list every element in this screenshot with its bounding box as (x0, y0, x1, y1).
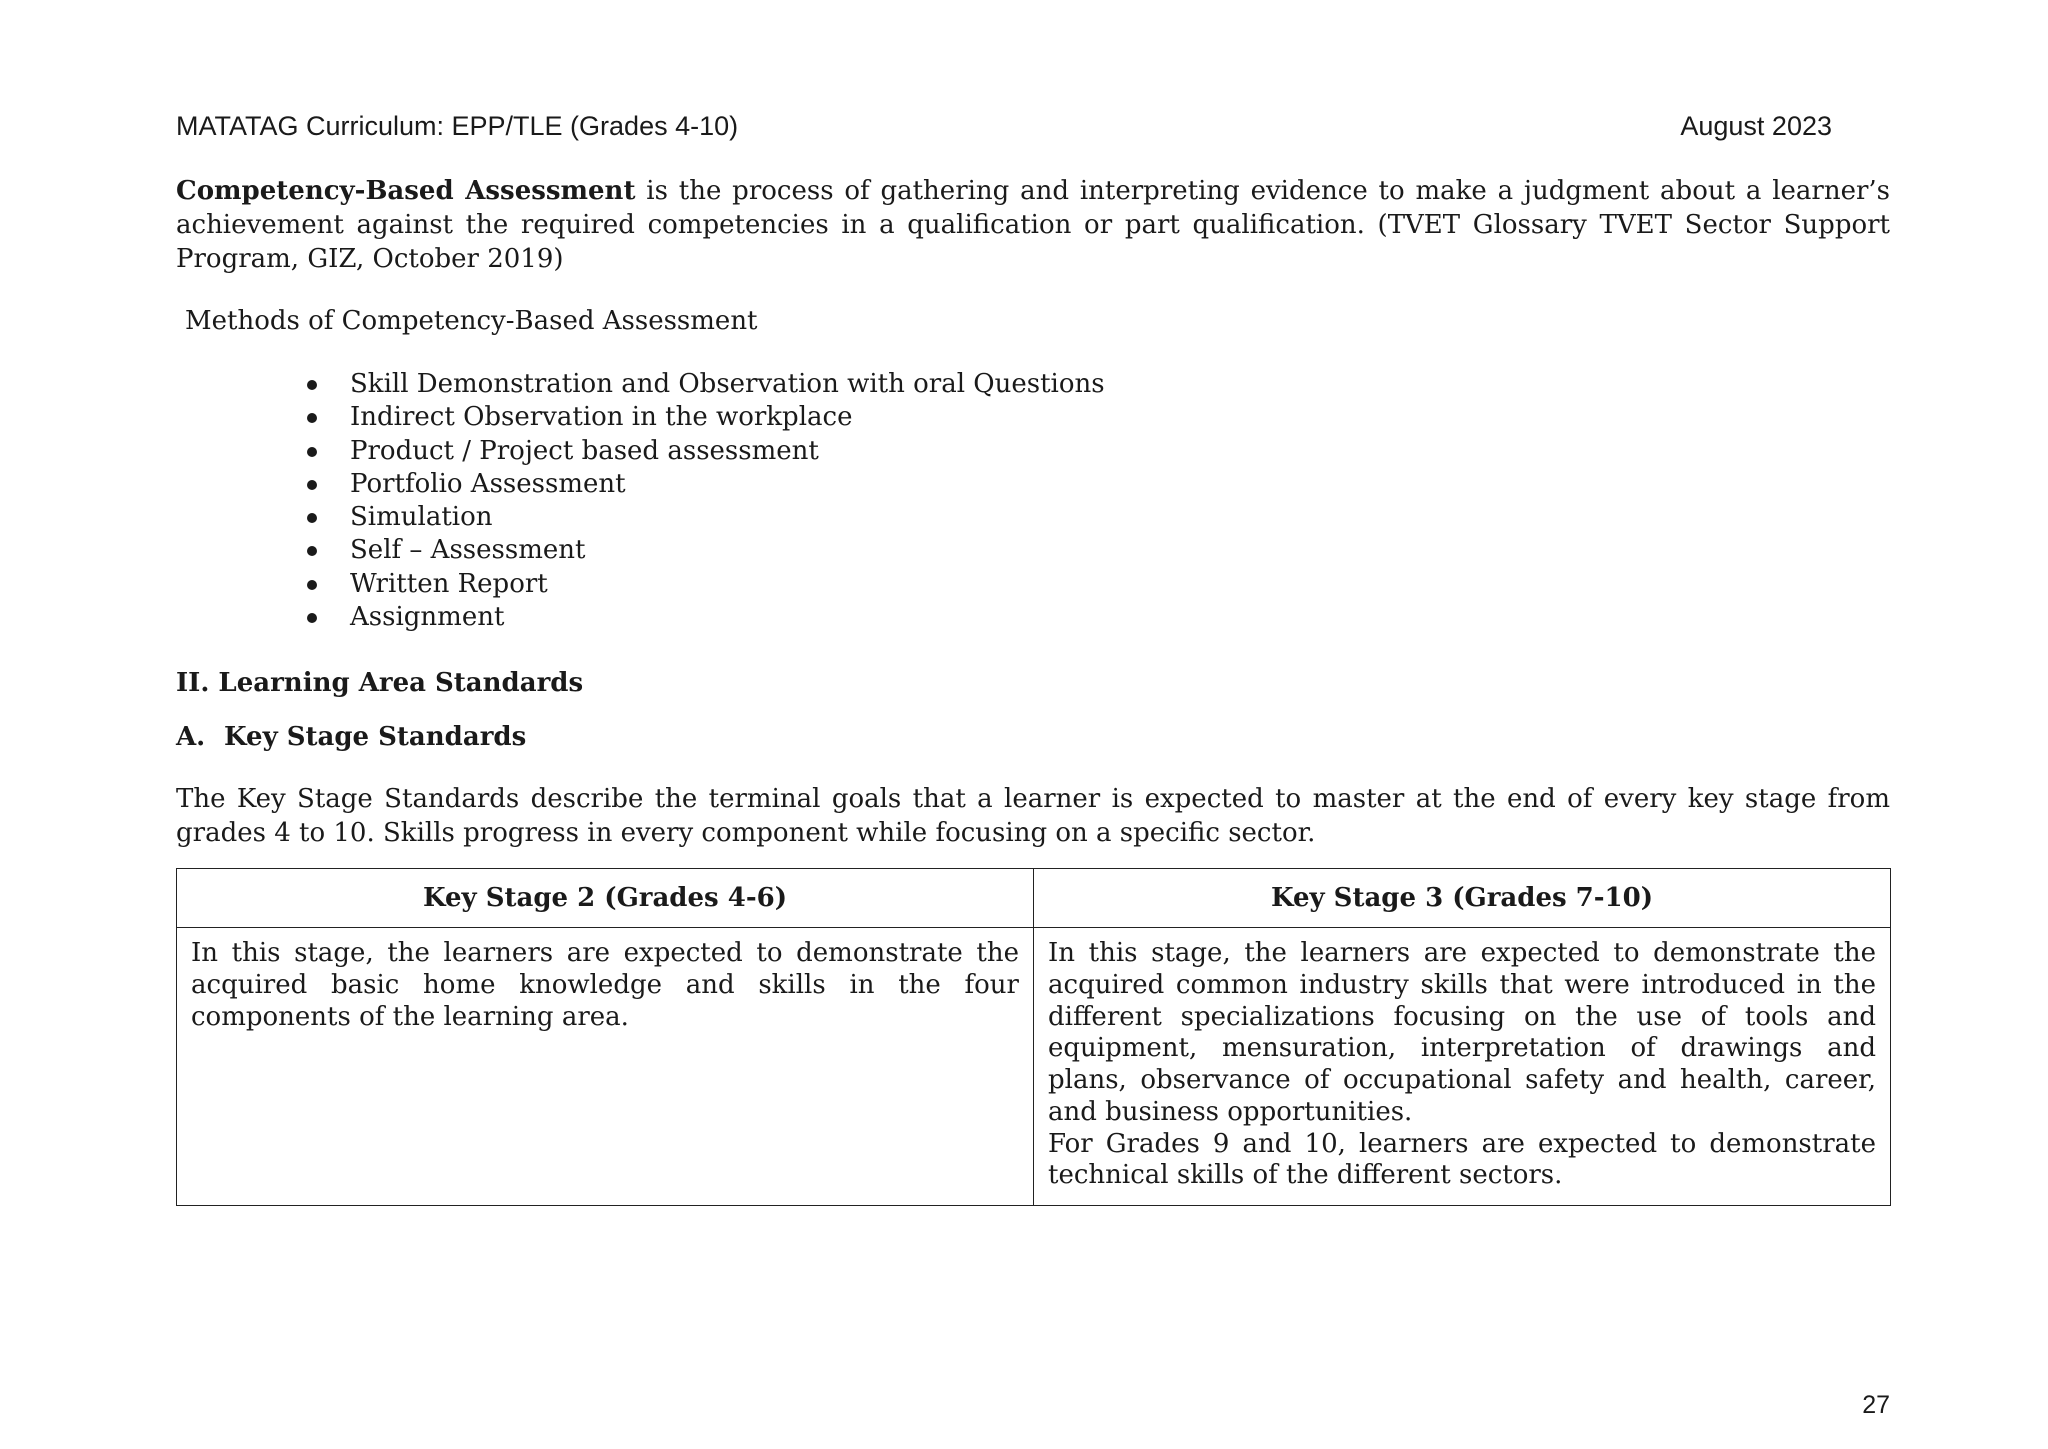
bullet-icon (307, 513, 317, 523)
list-item: Product / Project based assessment (303, 435, 1890, 468)
list-item: Simulation (303, 501, 1890, 534)
methods-title: Methods of Competency-Based Assessment (185, 306, 758, 336)
subsection-title: Key Stage Standards (224, 722, 527, 753)
document-header-date: August 2023 (1680, 111, 1832, 141)
cba-definition: is the process of gathering and interpreting evidence to make a judgment about a learner’s achievement against the required competencies in a qualification or part qualification. (TVET Glossary TVET Sector Support Program, GIZ, October 2019) (176, 176, 1890, 274)
list-item: Assignment (303, 601, 1890, 634)
cba-definition-paragraph (176, 174, 1890, 276)
document-header-title: MATATAG Curriculum: EPP/TLE (Grades 4-10) (176, 111, 739, 141)
subsection-letter: A. (176, 722, 206, 753)
list-item: Self – Assessment (303, 534, 1890, 567)
key-stage-table (176, 868, 1891, 1206)
table-header-ks3: Key Stage 3 (Grades 7-10) (1034, 869, 1891, 928)
bullet-icon (307, 413, 317, 423)
bullet-icon (307, 580, 317, 590)
bullet-icon (307, 480, 317, 490)
ks3-paragraph-2: For Grades 9 and 10, learners are expected to demonstrate technical skills of the different sectors. (1048, 1128, 1876, 1191)
cba-term: Competency-Based Assessment (176, 176, 636, 206)
list-item: Skill Demonstration and Observation with oral Questions (303, 368, 1890, 401)
table-row (177, 928, 1891, 1206)
methods-list (176, 368, 1890, 634)
table-cell-ks3 (1034, 928, 1891, 1206)
bullet-icon (307, 447, 317, 457)
bullet-icon (307, 546, 317, 556)
table-header-ks2: Key Stage 2 (Grades 4-6) (177, 869, 1034, 928)
key-stage-intro-paragraph: The Key Stage Standards describe the terminal goals that a learner is expected to master at the end of every key stage from grades 4 to 10. Skills progress in every component while focusing on a specific sector. (176, 784, 1890, 849)
bullet-icon (307, 380, 317, 390)
section-heading-learning-area-standards: II. Learning Area Standards (176, 668, 584, 699)
page-content (176, 174, 1890, 1206)
list-item: Indirect Observation in the workplace (303, 401, 1890, 434)
list-item: Portfolio Assessment (303, 468, 1890, 501)
subsection-heading-key-stage-standards (176, 720, 1890, 754)
table-header-row (177, 869, 1891, 928)
page-number: 27 (1862, 1391, 1890, 1419)
bullet-icon (307, 613, 317, 623)
table-cell-ks2: In this stage, the learners are expected to demonstrate the acquired basic home knowledge and skills in the four components of the learning area. (177, 928, 1034, 1206)
ks3-paragraph-1: In this stage, the learners are expected to demonstrate the acquired common industry skills that were introduced in the different specializations focusing on the use of tools and equipment, mensuration, interpretation of drawings and plans, observance of occupational safety and health, career, and business opportunities. (1048, 938, 1876, 1127)
list-item: Written Report (303, 568, 1890, 601)
